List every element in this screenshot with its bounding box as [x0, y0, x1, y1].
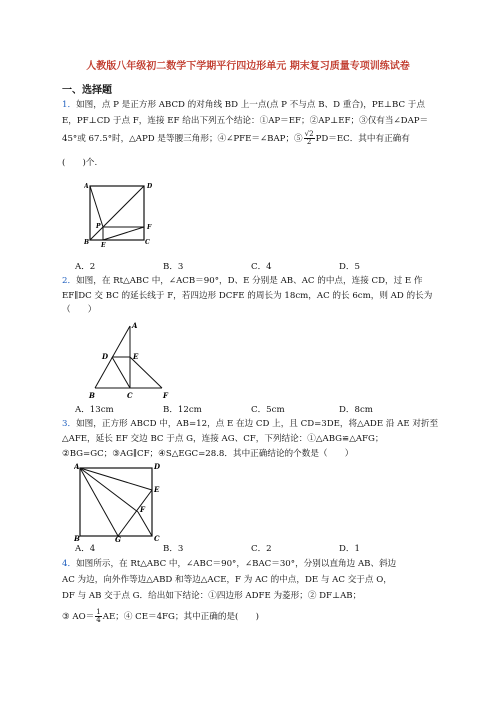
q2-line-1: 2．如图，在 Rt△ABC 中，∠ACB＝90°，D、E 分别是 AB、AC 的中点，连接 CD，过 E 作 [62, 276, 423, 286]
page-title: 人教版八年级初二数学下学期平行四边形单元 期末复习质量专项训练试卷 [86, 61, 410, 72]
q1-figure [84, 180, 159, 248]
q1-label-E: E [101, 242, 106, 248]
q1-number: 1． [62, 100, 77, 110]
q2-label-C: C [127, 391, 133, 400]
q4-number: 4． [62, 559, 77, 569]
q2-label-B: B [89, 391, 95, 400]
q3-line-2: △AFE，延长 EF 交边 BC 于点 G，连接 AG、CF，下列结论：①△ABG≌△AFG； [62, 434, 384, 444]
q1-label-D: D [147, 183, 153, 190]
q1-label-C: C [145, 239, 150, 246]
q3-option-c[interactable]: C．2 [251, 544, 272, 554]
q1-line-1: 1．如图，点 P 是正方形 ABCD 的对角线 BD 上一点(点 P 不与点 B、D 重合)，PE⊥BC 于点 [62, 100, 425, 110]
q3-option-b[interactable]: B．3 [163, 544, 184, 554]
q4-line-1: 4．如图所示，在 Rt△ABC 中，∠ABC＝90°，∠BAC＝30°，分别以直角边 AB、斜边 [62, 559, 397, 569]
q2-line-3: （ ） [62, 305, 97, 315]
q3-label-F: F [140, 505, 145, 514]
q3-option-d[interactable]: D．1 [339, 544, 360, 554]
q1-option-d[interactable]: D．5 [339, 262, 360, 272]
q1-fraction: $\frac{√2}{2}$ [304, 130, 314, 146]
q1-label-A: A [84, 183, 89, 190]
q3-figure [74, 462, 162, 542]
q2-label-E: E [133, 352, 139, 361]
q2-figure [88, 318, 176, 400]
q4-fraction: $\frac{1}{4}$ [96, 608, 101, 624]
q3-label-B: B [74, 534, 80, 542]
q3-number: 3． [62, 419, 77, 429]
q1-label-F: F [147, 224, 152, 231]
q3-label-G: G [115, 535, 121, 542]
q4-line-4: ③ AO＝ $\frac{1}{4}$ AE；④ CE＝4FG；其中正确的是( ) [62, 608, 259, 624]
q2-option-d[interactable]: D．8cm [339, 405, 373, 415]
q2-label-D: D [102, 352, 109, 361]
q3-label-E: E [154, 485, 160, 494]
q2-option-c[interactable]: C．5cm [251, 405, 285, 415]
section-heading: 一、选择题 [62, 85, 112, 96]
q3-label-C: C [154, 534, 160, 542]
q3-label-A: A [74, 462, 80, 471]
q3-label-D: D [154, 462, 161, 471]
q4-line-3: DF 与 AB 交于点 G．给出如下结论：①四边形 ADFE 为菱形；② DF⊥AB； [62, 591, 362, 601]
q2-line-2: EF∥DC 交 BC 的延长线于 F，若四边形 DCFE 的周长为 18cm，AC 的长 6cm，则 AD 的长为 [62, 291, 433, 301]
q1-option-c[interactable]: C．4 [251, 262, 272, 272]
q1-label-B: B [84, 239, 90, 246]
q2-option-a[interactable]: A．13cm [75, 405, 114, 415]
q2-number: 2． [62, 276, 77, 286]
q3-option-a[interactable]: A．4 [75, 544, 96, 554]
q2-label-A: A [132, 321, 138, 330]
q1-line-2: E，PF⊥CD 于点 F，连接 EF 给出下列五个结论：①AP＝EF；②AP⊥EF；③仅有当∠DAP＝ [62, 116, 429, 126]
q1-option-b[interactable]: B．3 [163, 262, 184, 272]
q2-label-F: F [163, 391, 168, 400]
q1-option-a[interactable]: A．2 [75, 262, 96, 272]
q3-line-3: ②BG=GC；③AG∥CF；④S△EGC=28.8．其中正确结论的个数是（ ） [62, 449, 354, 459]
q1-line-4: ( )个. [62, 158, 98, 168]
q1-line-3: 45°或 67.5°时，△APD 是等腰三角形；④∠PFE＝∠BAP；⑤ $\frac{√2}{2}$ PD＝EC．其中有正确有 [62, 130, 410, 146]
q4-line-2: AC 为边，向外作等边△ABD 和等边△ACE，F 为 AC 的中点，DE 与 AC 交于点 O， [62, 575, 392, 585]
q3-line-1: 3．如图，正方形 ABCD 中，AB=12，点 E 在边 CD 上，且 CD=3DE，将△ADE 沿 AE 对折至 [62, 419, 439, 429]
q1-label-P: P [96, 223, 101, 230]
q2-option-b[interactable]: B．12cm [163, 405, 202, 415]
